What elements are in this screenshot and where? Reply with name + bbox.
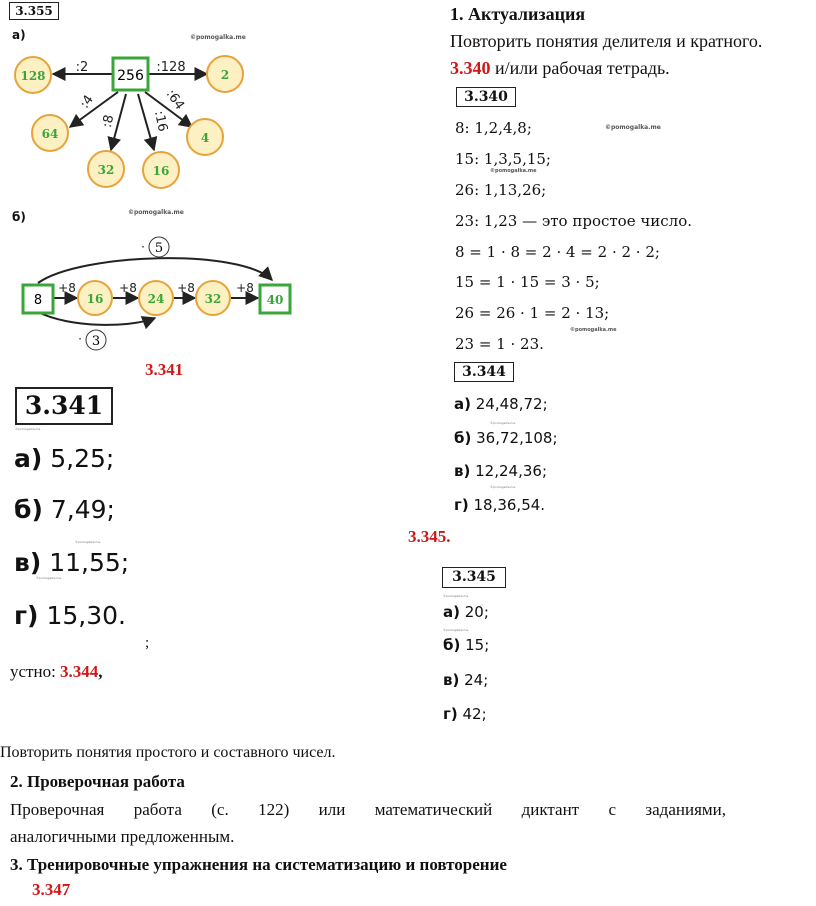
- answer-344-b: б) 36,72,108;: [454, 429, 558, 447]
- op-div-4: :4: [77, 92, 97, 112]
- repeat-line: Повторить понятия простого и составного чисел.: [0, 744, 336, 761]
- products-23: 23 = 1 · 23.: [455, 335, 544, 353]
- exercise-number-355: 3.355: [9, 2, 59, 20]
- answer-341-b: б) 7,49;: [14, 495, 115, 524]
- watermark: ©pomogalka.me: [490, 421, 516, 425]
- answer-345-b: б) 15;: [443, 636, 490, 654]
- center-value: 256: [117, 68, 144, 84]
- value-40: 40: [266, 293, 284, 307]
- arc-top: [38, 258, 272, 283]
- watermark: ©pomogalka.me: [75, 540, 101, 544]
- mul-dot-bottom: ·: [78, 332, 82, 346]
- task-line: 3.340 и/или рабочая тетрадь.: [450, 58, 670, 78]
- exercise-number-341: 3.341: [15, 387, 113, 425]
- watermark: ©pomogalka.me: [36, 576, 62, 580]
- watermark: ©pomogalka.me: [605, 124, 661, 131]
- ref-3-341: 3.341: [145, 360, 184, 379]
- watermark: ©pomogalka.me: [443, 594, 469, 598]
- section-2-line-2: аналогичными предложенным.: [10, 827, 235, 846]
- watermark: ©pomogalka.me: [15, 427, 41, 431]
- answer-345-v: в) 24;: [443, 671, 489, 689]
- part-a-label: а): [12, 28, 26, 42]
- value-24: 24: [147, 292, 165, 306]
- add-8-a: +8: [58, 281, 76, 295]
- node-32: 32: [97, 163, 115, 177]
- oral-line: устно: 3.344,: [10, 662, 103, 681]
- answer-345-a: а) 20;: [443, 603, 489, 621]
- value-16: 16: [86, 292, 104, 306]
- products-8: 8 = 1 · 8 = 2 · 4 = 2 · 2 · 2;: [455, 243, 660, 261]
- heading-actualization: 1. Актуализация: [450, 4, 586, 24]
- answer-344-a: а) 24,48,72;: [454, 395, 548, 413]
- watermark: ©pomogalka.me: [190, 34, 246, 41]
- mul-dot-top: ·: [141, 240, 145, 254]
- op-div-128: :128: [156, 60, 186, 75]
- value-8: 8: [33, 293, 43, 308]
- products-15: 15 = 1 · 15 = 3 · 5;: [455, 273, 600, 291]
- addition-diagram: [0, 228, 300, 358]
- value-32: 32: [204, 292, 222, 306]
- answer-341-a: а) 5,25;: [14, 444, 115, 473]
- mul-5: 5: [154, 241, 164, 256]
- semicolon: ;: [145, 635, 150, 651]
- section-2-title: 2. Проверочная работа: [10, 772, 185, 791]
- exercise-number-340: 3.340: [456, 87, 516, 107]
- answer-341-g: г) 15,30.: [14, 601, 126, 630]
- add-8-d: +8: [236, 281, 254, 295]
- watermark: ©pomogalka.me: [443, 628, 469, 632]
- part-b-label: б): [12, 210, 26, 224]
- ref-3-347: 3.347: [32, 880, 71, 899]
- answer-345-g: г) 42;: [443, 705, 487, 723]
- exercise-number-345: 3.345: [442, 567, 506, 588]
- division-diagram: [0, 40, 260, 200]
- node-64: 64: [41, 127, 59, 141]
- intro-text: Повторить понятия делителя и кратного.: [450, 31, 763, 51]
- exercise-number-344: 3.344: [454, 362, 514, 382]
- node-128: 128: [20, 69, 46, 83]
- mul-3: 3: [91, 334, 101, 349]
- section-3-title: 3. Тренировочные упражнения на систематизацию и повторение: [10, 855, 507, 874]
- answer-341-v: в) 11,55;: [14, 548, 130, 577]
- divisors-8: 8: 1,2,4,8;: [455, 119, 532, 137]
- watermark: ©pomogalka.me: [490, 168, 537, 174]
- divisors-23: 23: 1,23 — это простое число.: [455, 212, 692, 230]
- products-26: 26 = 26 · 1 = 2 · 13;: [455, 304, 610, 322]
- section-2-line-1: Проверочная работа (с. 122) или математический диктант с заданиями,: [10, 800, 726, 819]
- node-4: 4: [200, 131, 210, 145]
- watermark: ©pomogalka.me: [570, 327, 617, 333]
- op-div-2: :2: [75, 60, 89, 75]
- arrow-to-16: [138, 94, 154, 150]
- node-16: 16: [152, 164, 170, 178]
- add-8-b: +8: [119, 281, 137, 295]
- op-div-8: :8: [99, 113, 118, 130]
- answer-344-v: в) 12,24,36;: [454, 462, 547, 480]
- add-8-c: +8: [177, 281, 195, 295]
- divisors-15: 15: 1,3,5,15;: [455, 150, 551, 168]
- op-div-64: :64: [162, 87, 188, 113]
- watermark: ©pomogalka.me: [490, 485, 516, 489]
- divisors-26: 26: 1,13,26;: [455, 181, 547, 199]
- ref-3-345: 3.345.: [408, 527, 451, 546]
- answer-344-g: г) 18,36,54.: [454, 496, 546, 514]
- op-div-16: :16: [150, 109, 170, 134]
- node-2: 2: [220, 68, 230, 82]
- watermark: ©pomogalka.me: [128, 209, 184, 216]
